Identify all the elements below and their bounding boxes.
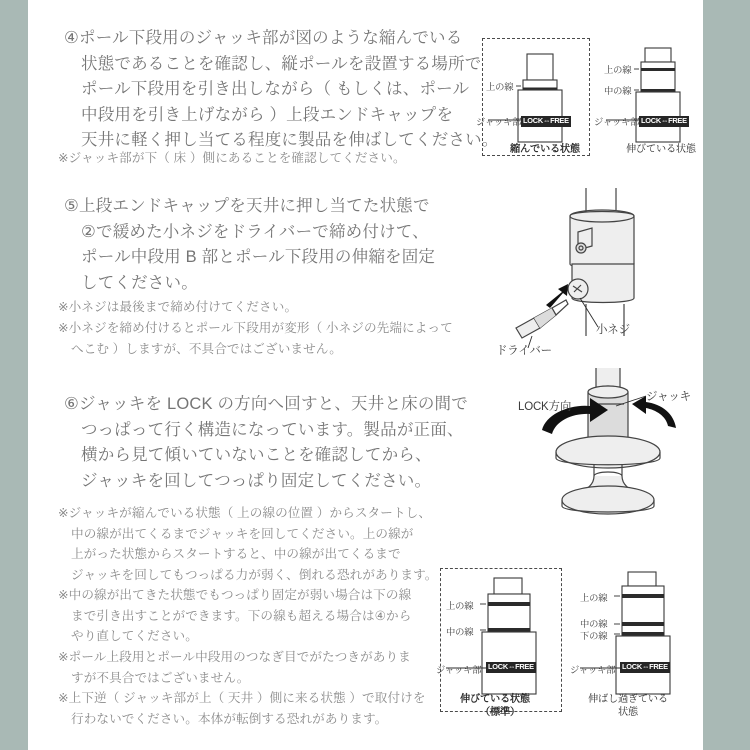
step-4-text: [64, 26, 499, 154]
caption-over-extended-line-1: 伸ばし過ぎている: [588, 694, 668, 705]
label-top-line-standard: 上の線: [446, 601, 474, 611]
step-6-note-3-line-1: ※ポール上段用とポール中段用のつなぎ目でがたつきがありま: [58, 650, 411, 664]
label-top-line-shrunk: 上の線: [486, 82, 514, 92]
step-5-note-1-line-1: ※小ネジは最後まで締め付けてください。: [58, 300, 298, 314]
label-bottom-line-over: 下の線: [580, 631, 608, 641]
label-middle-line-standard: 中の線: [446, 627, 474, 637]
step-5-note-1: [58, 297, 297, 318]
badge-lock-free-extended: LOCK⇔FREE: [641, 116, 687, 125]
step-5-line-2: ②で緩めた小ネジをドライバーで締め付けて、: [81, 222, 429, 241]
step-6-note-2-line-1: ※中の線が出てきた状態でもつっぱり固定が弱い場合は下の線: [58, 588, 412, 602]
figure-jack-rotation: [520, 368, 730, 518]
page-edge-band-left: [0, 0, 28, 750]
caption-standard-state-line-2: （標準）: [480, 707, 520, 718]
step-4-line-3: ポール下段用を引き出しながら（ もしくは、ポール: [81, 80, 470, 98]
step-6-note-4-line-2: 行わないでください。本体が転倒する恐れがあります。: [71, 711, 388, 726]
step-4-note-1: [58, 148, 406, 169]
step-4-line-2: 状態であることを確認し、縦ポールを設置する場所で: [81, 54, 482, 73]
label-lock-direction: LOCK方向: [518, 401, 572, 413]
step-5-line-1: ⑤上段エンドキャップを天井に押し当てた状態で: [64, 197, 430, 215]
label-middle-line-extended: 中の線: [604, 86, 632, 96]
step-6-note-1-line-3: 上がった状態からスタートすると、中の線が出てくるまで: [71, 547, 401, 561]
caption-extended-state: 伸びている状態: [626, 144, 696, 155]
step-6-note-1-line-1: ※ジャッキが縮んでいる状態（ 上の線の位置 ）からスタートし、: [58, 506, 432, 520]
step-6-note-2-line-3: やり直してください。: [71, 629, 198, 643]
step-4-line-4: 中段用を引き上げながら ）上段エンドキャップを: [81, 105, 454, 124]
jack-rotation-illustration: [520, 368, 730, 518]
badge-lock-free-shrunk: LOCK⇔FREE: [523, 116, 569, 125]
step-6-note-1-line-4: ジャッキを回してもつっぱる力が弱く、倒れる恐れがあります。: [71, 567, 438, 582]
label-jack-part-standard: ジャッキ部: [436, 665, 482, 675]
label-top-line-over: 上の線: [580, 593, 608, 603]
step-5-note-2-line-2: へこむ ）しますが、不具合ではございません。: [71, 341, 342, 356]
figure-jack-state-comparison-bottom: [438, 566, 708, 716]
figure-screwdriver-tightening: [488, 188, 708, 357]
label-top-line-extended: 上の線: [604, 65, 632, 75]
figure-jack-state-comparison-top: [476, 36, 712, 158]
step-5-note-2: [58, 318, 453, 359]
step-6-line-1: ⑥ジャッキを LOCK の方向へ回すと、天井と床の間で: [64, 395, 468, 413]
step-6-line-2: つっぱって行く構造になっています。製品が正面、: [81, 420, 464, 439]
step-6-note-3-line-2: すが不具合ではございません。: [71, 670, 250, 685]
label-middle-line-over: 中の線: [580, 619, 608, 629]
badge-lock-free-over: LOCK⇔FREE: [622, 662, 668, 671]
step-4-line-5: 天井に軽く押し当てる程度に製品を伸ばしてください。: [81, 131, 499, 149]
label-jack-part-shrunk: ジャッキ部: [476, 117, 522, 127]
step-4-note-1-line-1: ※ジャッキ部が下（ 床 ）側にあることを確認してください。: [58, 151, 406, 165]
caption-over-extended-line-2: 状態: [618, 707, 638, 718]
step-6-note-1-line-2: 中の線が出てくるまでジャッキを回してください。上の線が: [71, 526, 414, 541]
step-6-note-4-line-1: ※上下逆（ ジャッキ部が上（ 天井 ）側に来る状態 ）で取付けを: [58, 691, 426, 705]
label-jack-part-extended: ジャッキ部: [594, 117, 640, 127]
label-small-screw: 小ネジ: [596, 324, 630, 336]
step-6-note-3: [58, 647, 411, 688]
step-6-note-1: [58, 503, 437, 585]
page-content: [28, 0, 703, 750]
step-4-line-1: ④ポール下段用のジャッキ部が図のような縮んでいる: [64, 29, 463, 47]
label-jack: ジャッキ: [646, 391, 691, 403]
badge-lock-free-standard: LOCK⇔FREE: [488, 662, 534, 671]
step-6-text: [64, 392, 468, 494]
caption-standard-state-line-1: 伸びている状態: [460, 694, 530, 705]
label-jack-part-over: ジャッキ部: [570, 665, 616, 675]
step-6-note-2: [58, 585, 411, 647]
step-5-line-3: ポール中段用 B 部とポール下段用の伸縮を固定: [81, 248, 436, 266]
label-screwdriver: ドライバー: [496, 345, 552, 357]
caption-shrunk-state: 縮んでいる状態: [510, 144, 580, 155]
step-6-line-3: 横から見て傾いていないことを確認してから、: [81, 446, 432, 464]
step-5-line-4: してください。: [81, 273, 198, 292]
step-5-text: [64, 194, 435, 296]
step-6-note-4: [58, 688, 426, 729]
step-5-note-2-line-1: ※小ネジを締め付けるとポール下段用が変形（ 小ネジの先端によって: [58, 321, 453, 335]
step-6-line-4: ジャッキを回してつっぱり固定してください。: [81, 471, 432, 490]
step-6-note-2-line-2: まで引き出すことができます。下の線も超える場合は④から: [71, 608, 412, 623]
